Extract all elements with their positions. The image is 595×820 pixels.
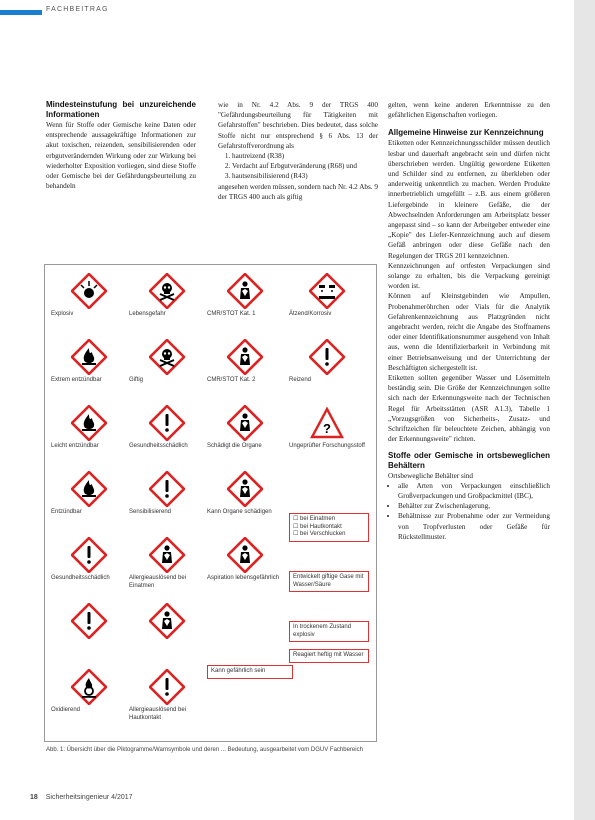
flame-icon: [71, 471, 107, 507]
pictogram-label: Lebensgefahr: [129, 311, 166, 317]
exposure-routes-box: ☐ bei Einatmen ☐ bei Hautkontakt ☐ bei Verschlucken: [289, 513, 369, 542]
skull-crossbones-icon: [149, 273, 185, 309]
svg-text:?: ?: [323, 421, 331, 436]
column-3: [388, 100, 550, 542]
pictogram-cell: [289, 269, 369, 337]
exclamation-icon: [149, 669, 185, 705]
section-label: FACHBEITRAG: [46, 6, 109, 13]
col3-para-5: Ortsbewegliche Behälter sind: [388, 471, 474, 480]
col3-intro: gelten, wenn keine anderen Erkenntnisse zu den gefährlichen Eigenschaften vorliegen.: [388, 101, 550, 120]
skull-crossbones-icon: [149, 339, 185, 375]
pictogram-cell: [207, 269, 287, 337]
col1-text: Wenn für Stoffe oder Gemische keine Daten oder entsprechende aussagekräftige Informationen zur akut toxischen, reizenden, sensibilisierenden oder erbgutverändernden Wirkung oder zur Wirkung bei wiederholter Exposition vorliegen, sind diese Stoffe oder Gemische bei der Gefährdungsbeurteilung zu behandeln: [46, 121, 196, 191]
col3-para-2: Kennzeichnungen auf ortfesten Verpackungen sind solange zu erhalten, bis die Verpackung gereinigt worden ist.: [388, 261, 550, 291]
health-hazard-icon: [149, 537, 185, 573]
column-1: [46, 100, 196, 191]
pictogram-label: Entzündbar: [51, 509, 82, 515]
pictogram-label: Leicht entzündbar: [51, 443, 99, 449]
col3-para-3: Können auf Kleinstgebinden wie Ampullen, Probenahmeröhrchen oder Vials für die Analytik Gefahrenkennzeichnung aus Platzgründen nicht angebracht werden, reicht die Angabe des Stoffnamens oder einer Identifikationsnummer ausgehend von Inhalt aus, wenn die Identifizierbarkeit in Verbindung mit einer Betriebsanweisung und der Unterrichtung der Beschäftigten sichergestellt ist.: [388, 292, 550, 372]
list-item: • Behälter zur Zwischenlagerung,: [398, 501, 550, 511]
pictogram-label: Gesundheitsschädlich: [129, 443, 188, 449]
health-hazard-icon: [227, 405, 263, 441]
flame-icon: [71, 339, 107, 375]
pictogram-label: Ungeprüfter Forschungsstoff: [289, 443, 365, 449]
scan-edge: [574, 0, 595, 820]
pictogram-cell: [129, 401, 209, 469]
list-item: 2. Verdacht auf Erbgutveränderung (R68) und: [232, 161, 378, 171]
page-number: 18: [30, 794, 38, 801]
health-hazard-icon: [227, 273, 263, 309]
corrosion-icon: [309, 273, 345, 309]
col2-list: [218, 151, 378, 182]
pictogram-label: Allergieauslösend bei Hautkontakt: [129, 707, 187, 721]
question-icon: [309, 405, 345, 441]
pictogram-cell: [51, 269, 131, 337]
list-item: • alle Arten von Verpackungen einschließlich Großverpackungen und Großpackmittel (IBC),: [398, 481, 550, 501]
pictogram-cell: [289, 335, 369, 403]
may-be-dangerous-box: Kann gefährlich sein: [207, 665, 293, 679]
dry-explosive-box: In trockenem Zustand explosiv: [289, 621, 369, 642]
col3-heading-1: Allgemeine Hinweise zur Kennzeichnung: [388, 128, 544, 138]
pictogram-cell: [129, 467, 209, 535]
pictogram-cell: [51, 533, 131, 601]
pictogram-cell: [129, 599, 209, 667]
exclamation-icon: [71, 537, 107, 573]
exploding-bomb-icon: [71, 273, 107, 309]
pictogram-label: Sensibilisierend: [129, 509, 172, 515]
health-hazard-icon: [227, 339, 263, 375]
health-hazard-icon: [149, 603, 185, 639]
pictogram-label: CMR/STOT Kat. 1: [207, 311, 256, 317]
exclamation-icon: [309, 339, 345, 375]
figure-caption: Abb. 1: Übersicht über die Piktogramme/Warnsymbole und deren ... Bedeutung, ausgearbeitet vom DGUV Fachbereich: [46, 747, 363, 753]
journal-name: Sicherheitsingenieur 4/2017: [45, 794, 133, 801]
pictogram-cell: [207, 533, 287, 601]
col1-heading: Mindesteinstufung bei unzureichende Informationen: [46, 100, 196, 119]
pictogram-cell: [129, 335, 209, 403]
pictogram-cell: [289, 401, 369, 469]
column-2: [218, 100, 378, 202]
pictogram-label: Gesundheitsschädlich: [51, 575, 110, 581]
pictogram-label: Aspiration lebensgefährlich: [207, 575, 280, 581]
flame-over-circle-icon: [71, 669, 107, 705]
col3-bullets: [388, 481, 550, 542]
pictogram-cell: [129, 269, 209, 337]
exclamation-icon: [149, 405, 185, 441]
water-reactive-box: Reagiert heftig mit Wasser: [289, 649, 369, 663]
pictogram-label: Reizend: [289, 377, 312, 383]
list-item: 1. hautreizend (R38): [232, 151, 378, 161]
health-hazard-icon: [227, 537, 263, 573]
exclamation-icon: [71, 603, 107, 639]
pictogram-cell: [129, 533, 209, 601]
pictogram-cell: [129, 665, 209, 733]
pictogram-label: Giftig: [129, 377, 144, 383]
pictogram-cell: [51, 467, 131, 535]
col3-para-1: Etiketten oder Kennzeichnungsschilder müssen deutlich lesbar und dauerhaft angebracht sein und dürfen nicht überschrieben werden. Ungültig gewordene Etiketten und Schilder sind zu entfernen, zu überkleben oder anderweitig unkenntlich zu machen. Werden Produkte innerbetrieblich umgefüllt – z.B. aus einem größeren Liefergebinde in kleinere Gefäße, die der Abwechselnden Anforderungen am Arbeitsplatz besser angepasst sind – so kann der Arbeitgeber entweder eine „Kopie" des Liefer-Kennzeichnung auch auf diesem Gefäß anbringen oder diese Gefäße nach den Regelungen der TRGS 201 kennzeichnen.: [388, 139, 550, 260]
list-item: • Behältnisse zur Probenahme oder zur Vermeidung von Tropfverlusten oder Gefäße für Rückstellmuster.: [398, 511, 550, 542]
pictogram-label: Explosiv: [51, 311, 74, 317]
page-footer: [30, 794, 133, 801]
pictogram-label: CMR/STOT Kat. 2: [207, 377, 256, 383]
pictogram-cell: [51, 335, 131, 403]
accent-bar: [0, 10, 42, 15]
pictogram-label: Kann Organe schädigen: [207, 509, 272, 515]
health-hazard-icon: [227, 471, 263, 507]
pictogram-label: Oxidierend: [51, 707, 81, 713]
pictogram-cell: [51, 665, 131, 733]
col2-text-bottom: angesehen werden müssen, sondern nach Nr. 4.2 Abs. 9 der TRGS 400 auch als giftig: [218, 182, 378, 201]
pictogram-label: Schädigt die Organe: [207, 443, 262, 449]
pictogram-label: Extrem entzündbar: [51, 377, 102, 383]
pictogram-label: Allergieauslösend bei Einatmen: [129, 575, 187, 589]
list-item: 3. hautsensibilisierend (R43): [232, 171, 378, 181]
pictogram-cell: [207, 467, 287, 535]
pictogram-figure: [44, 264, 377, 742]
pictogram-cell: [51, 401, 131, 469]
pictogram-cell: [207, 401, 287, 469]
col2-text-top: wie in Nr. 4.2 Abs. 9 der TRGS 400 "Gefährdungsbeurteilung für Tätigkeiten mit Gefahrstoffen" beschrieben. Dies bedeutet, dass solche Stoffe nicht nur entsprechend § 6 Abs. 13 der Gefahrstoffverordnung als: [218, 101, 378, 150]
pictogram-cell: [207, 335, 287, 403]
col3-para-4: Etiketten sollten gegenüber Wasser und Lösemitteln beständig sein. Die Größe der Kennzeichnungen sollte sich nach der Erkennungsweite nach der Technischen Regel für Arbeitsstätten (ASR A1.3), Tabelle 1 „Vorzugsgrößen von Sicherheits-, Zusatz- und Schriftzeichen für beleuchtete Zeichen, abhängig von der Erkennungsweite" richten.: [388, 374, 550, 444]
col3-heading-2: Stoffe oder Gemische in ortsbeweglichen Behältern: [388, 450, 550, 470]
pictogram-label: Ätzend/Korrosiv: [289, 311, 332, 317]
flame-icon: [71, 405, 107, 441]
exclamation-icon: [149, 471, 185, 507]
toxic-gas-box: Entwickelt giftige Gase mit Wasser/Säure: [289, 571, 369, 592]
pictogram-cell: [51, 599, 131, 667]
